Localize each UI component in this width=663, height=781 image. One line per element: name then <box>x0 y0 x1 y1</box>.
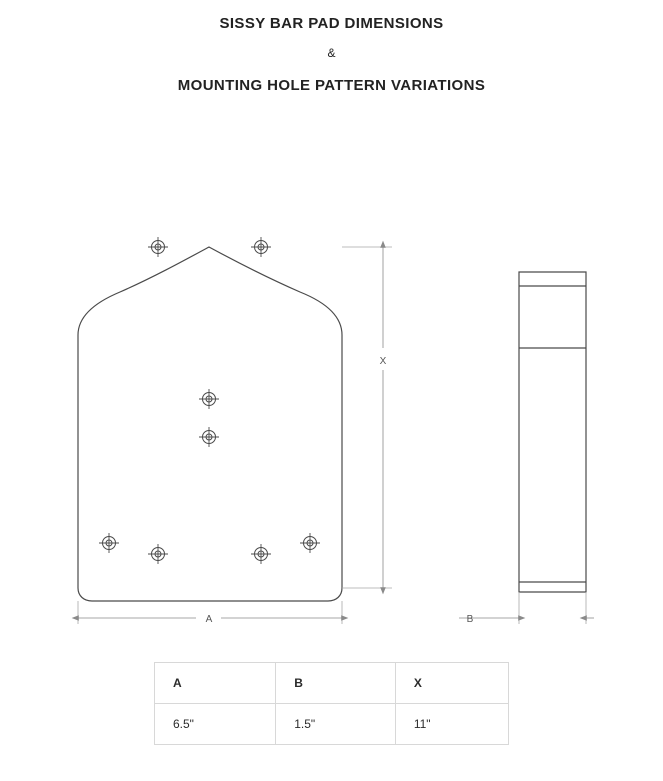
mounting-hole-6 <box>148 544 168 564</box>
dimension-a <box>78 601 342 625</box>
mounting-hole-4 <box>199 427 219 447</box>
mounting-hole-5 <box>99 533 119 553</box>
title-ampersand: & <box>327 46 336 60</box>
table-row <box>155 704 509 745</box>
table-cell-x: 11" <box>395 704 508 745</box>
mounting-hole-2 <box>251 237 271 257</box>
dimension-b <box>459 592 594 625</box>
dimensions-table <box>154 662 509 745</box>
table-cell-b: 1.5" <box>276 704 396 745</box>
technical-drawing <box>0 120 663 640</box>
page-title: SISSY BAR PAD DIMENSIONS <box>219 15 444 32</box>
pad-front-outline <box>78 247 342 601</box>
dimension-a-label: A <box>205 614 213 625</box>
mounting-hole-1 <box>148 237 168 257</box>
dimension-x-label: X <box>379 356 387 367</box>
table-header-x: X <box>395 663 508 704</box>
mounting-hole-8 <box>300 533 320 553</box>
table-cell-a: 6.5" <box>155 704 276 745</box>
page-subtitle: MOUNTING HOLE PATTERN VARIATIONS <box>177 77 486 94</box>
table-header-a: A <box>155 663 276 704</box>
title-block <box>0 0 663 94</box>
drawing-svg <box>0 120 663 640</box>
mounting-hole-7 <box>251 544 271 564</box>
mounting-hole-3 <box>199 389 219 409</box>
table-header-b: B <box>276 663 396 704</box>
table-header-row <box>155 663 509 704</box>
pad-side-outline <box>519 272 586 592</box>
dimension-x <box>342 247 392 588</box>
dimension-b-label: B <box>466 614 474 625</box>
